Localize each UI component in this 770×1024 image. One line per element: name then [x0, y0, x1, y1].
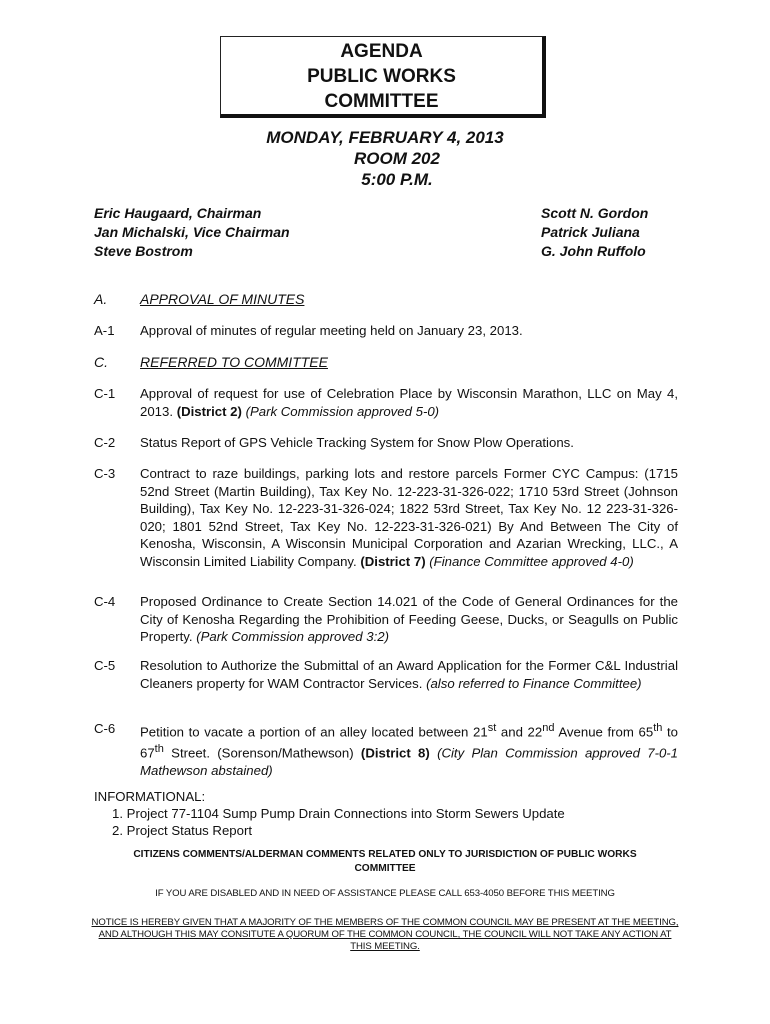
agenda-item-c1 [94, 385, 678, 420]
item-number: C-1 [94, 386, 116, 401]
meeting-time: 5:00 P.M. [361, 170, 433, 189]
item-text [140, 720, 678, 779]
item-number: C-3 [94, 466, 116, 481]
list-item: 1. Project 77-1104 Sump Pump Drain Connections into Storm Sewers Update [112, 806, 565, 821]
approval-note: (Park Commission approved 5-0) [245, 403, 440, 419]
quorum-notice: NOTICE IS HEREBY GIVEN THAT A MAJORITY OF THE MEMBERS OF THE COMMON COUNCIL MAY BE PRESENT AT THE MEETING, AND ALTHOUGH THIS MAY CONSITUTE A QUORUM OF THE COMMON COUNCIL, THE COUNCIL WILL NOT TAKE ANY ACTION AT THIS MEETING. [91, 917, 679, 952]
district-label: (District 2) [176, 403, 242, 419]
member-vice-chairman: Jan Michalski, Vice Chairman [94, 224, 290, 240]
list-item: 2. Project Status Report [112, 823, 253, 838]
informational-heading: INFORMATIONAL: [94, 789, 206, 804]
item-number: C-6 [94, 721, 116, 736]
agenda-item-c6 [94, 720, 678, 779]
member: G. John Ruffolo [541, 243, 646, 259]
member: Patrick Juliana [541, 224, 640, 240]
agenda-title-box [220, 36, 546, 118]
item-body: Approval of request for use of Celebration Place by Wisconsin Marathon, LLC on May 4, 2013. [140, 386, 678, 419]
item-text [140, 657, 678, 692]
item-body: Avenue from 65 [554, 724, 654, 740]
citizens-line: COMMITTEE [354, 863, 416, 874]
agenda-item-c5 [94, 657, 678, 692]
agenda-item-c4 [94, 593, 678, 646]
member-chairman: Eric Haugaard, Chairman [94, 205, 262, 221]
meeting-info [0, 127, 770, 190]
ordinal-suffix: th [653, 722, 663, 734]
item-body: Street. (Sorenson/Mathewson) [163, 745, 354, 761]
district-label: (District 8) [360, 745, 430, 761]
ordinal-suffix: th [154, 742, 164, 755]
item-text [140, 385, 678, 420]
agenda-item-a1 [94, 322, 678, 340]
section-title: REFERRED TO COMMITTEE [140, 354, 328, 370]
item-body: Resolution to Authorize the Submittal of an Award Application for the Former C&L Industrial Cleaners property for WAM Contractor Services. [140, 658, 678, 691]
item-text [140, 465, 678, 570]
disabled-assistance-notice: IF YOU ARE DISABLED AND IN NEED OF ASSISTANCE PLEASE CALL 653-4050 BEFORE THIS MEETING [155, 888, 615, 899]
approval-note: (Finance Committee approved 4-0) [429, 553, 634, 569]
ordinal-suffix: nd [542, 722, 555, 734]
item-number: C-5 [94, 658, 116, 673]
item-text: Approval of minutes of regular meeting held on January 23, 2013. [140, 323, 523, 338]
members-right [541, 204, 648, 261]
citizens-line: CITIZENS COMMENTS/ALDERMAN COMMENTS RELATED ONLY TO JURISDICTION OF PUBLIC WORKS [133, 849, 637, 860]
section-letter: A. [94, 291, 108, 307]
approval-note: (City Plan Commission approved 7-0-1 Mathewson abstained) [140, 745, 679, 778]
item-text: Status Report of GPS Vehicle Tracking System for Snow Plow Operations. [140, 435, 574, 450]
item-body: Petition to vacate a portion of an alley located between 21 [140, 724, 488, 740]
item-number: A-1 [94, 323, 115, 338]
title-public-works: PUBLIC WORKS [307, 66, 456, 87]
ordinal-suffix: st [487, 722, 497, 734]
title-agenda: AGENDA [340, 41, 423, 62]
item-body: to 67 [140, 724, 679, 761]
member: Scott N. Gordon [541, 205, 649, 221]
item-body: and 22 [496, 724, 543, 740]
item-number: C-4 [94, 594, 116, 609]
meeting-room: ROOM 202 [354, 149, 440, 168]
agenda-item-c3 [94, 465, 678, 570]
item-text [140, 593, 678, 646]
item-number: C-2 [94, 435, 116, 450]
approval-note: (also referred to Finance Committee) [426, 675, 642, 691]
title-committee: COMMITTEE [324, 91, 439, 112]
members-left [94, 204, 290, 261]
item-body: Proposed Ordinance to Create Section 14.021 of the Code of General Ordinances for the City of Kenosha Regarding the Prohibition of Feeding Geese, Ducks, or Seagulls on Public Property. [140, 594, 678, 644]
item-body: Contract to raze buildings, parking lots and restore parcels Former CYC Campus: (1715 52nd Street (Martin Building), Tax Key No. 12-223-31-326-022; 1710 53rd Street (Johnson Building), Tax Key No. 12-223-31-326-024; 1822 53rd Street, Tax Key No. 12 223-31-326-020; 1801 52nd Street, Tax Key No. 12-223-31-326-021) By And Between The City of Kenosha, Wisconsin, A Wisconsin Municipal Corporation and Azarian Wrecking, LLC., A Wisconsin Limited Liability Company. [140, 466, 678, 569]
district-label: (District 7) [360, 553, 426, 569]
approval-note: (Park Commission approved 3:2) [196, 629, 389, 644]
section-title: APPROVAL OF MINUTES [140, 291, 305, 307]
informational-list [112, 805, 565, 839]
informational-section [94, 788, 565, 839]
agenda-item-c2 [94, 434, 678, 452]
member: Steve Bostrom [94, 243, 193, 259]
citizens-comments [80, 848, 690, 876]
meeting-date: MONDAY, FEBRUARY 4, 2013 [266, 128, 504, 147]
section-letter: C. [94, 354, 108, 370]
